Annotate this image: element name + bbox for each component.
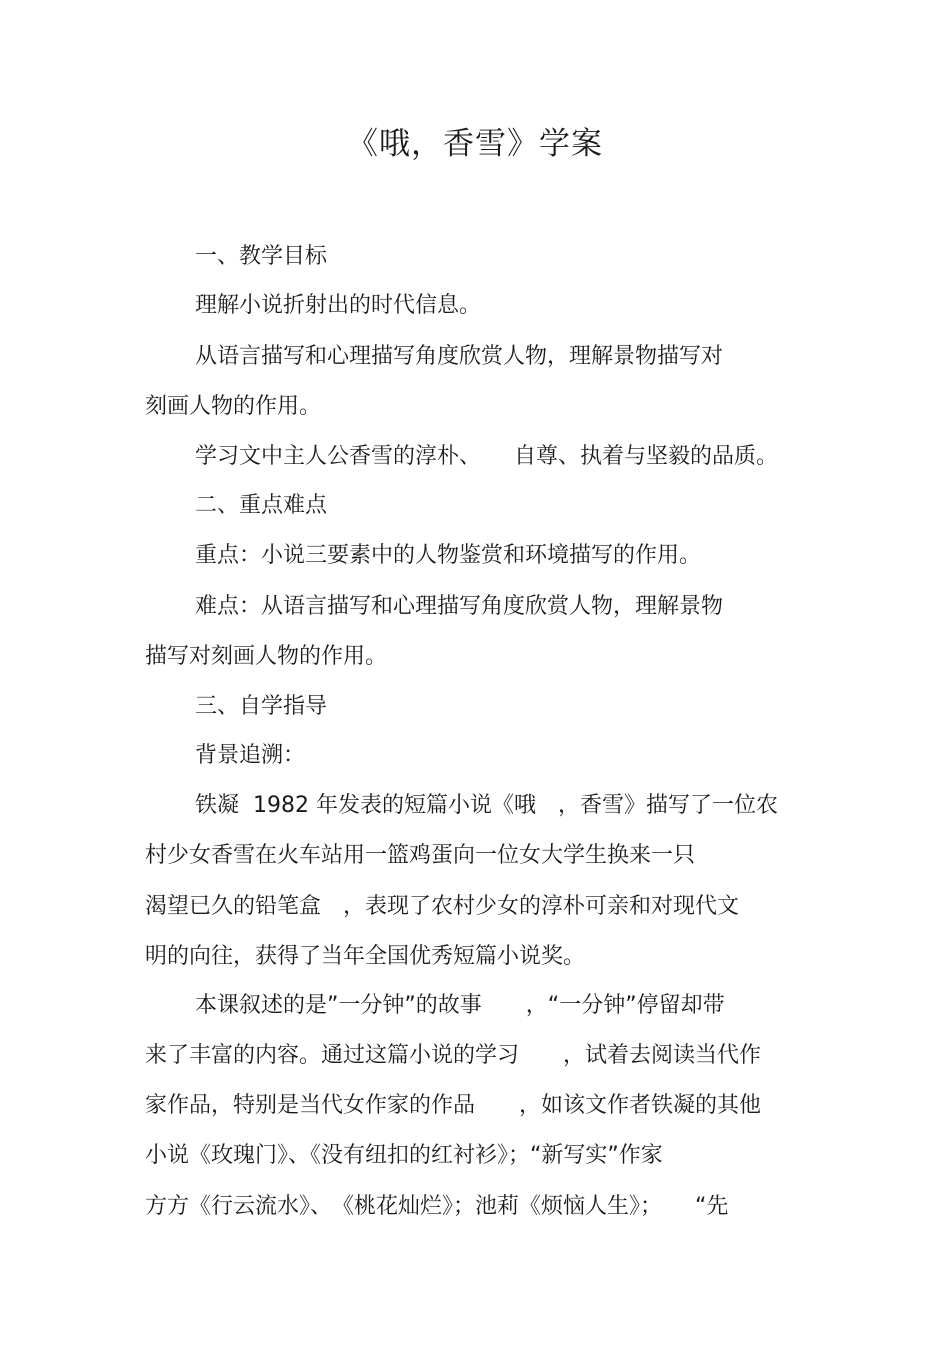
section-heading-self-study: 三、自学指导 [195,694,328,719]
paragraph-line: 来了丰富的内容。通过这篇小说的学习 ，试着去阅读当代作 [145,1043,762,1068]
paragraph-line: 描写对刻画人物的作用。 [145,644,388,669]
paragraph-line: 理解小说折射出的时代信息。 [195,293,482,318]
paragraph-line: 从语言描写和心理描写角度欣赏人物，理解景物描写对 [195,344,724,369]
paragraph-line: 背景追溯： [195,743,306,768]
paragraph-line: 方方《行云流水》、 《桃花灿烂》；池莉《烦恼人生》； “先 [145,1194,729,1219]
paragraph-line: 重点：小说三要素中的人物鉴赏和环境描写的作用。 [195,543,702,568]
paragraph-line: 村少女香雪在火车站用一篮鸡蛋向一位女大学生换来一只 [145,843,696,868]
paragraph-line: 明的向往，获得了当年全国优秀短篇小说奖。 [145,944,586,969]
paragraph-line: 小说《玫瑰门》、《没有纽扣的红衬衫》；“新写实”作家 [145,1143,663,1168]
paragraph-line: 难点：从语言描写和心理描写角度欣赏人物，理解景物 [195,594,724,619]
paragraph-line: 铁凝 1982 年发表的短篇小说《哦 ，香雪》描写了一位农 [195,793,778,818]
section-heading-key-points: 二、重点难点 [195,493,328,518]
paragraph-line: 刻画人物的作用。 [145,394,322,419]
paragraph-line: 本课叙述的是”一分钟”的故事 ，“一分钟”停留却带 [195,993,725,1018]
section-heading-objectives: 一、教学目标 [195,244,328,269]
paragraph-line: 学习文中主人公香雪的淳朴、 自尊、执着与坚毅的品质。 [195,444,779,469]
paragraph-line: 家作品，特别是当代女作家的作品 ，如该文作者铁凝的其他 [145,1093,762,1118]
document-title: 《哦，香雪》学案 [347,126,603,162]
paragraph-line: 渴望已久的铅笔盒 ，表现了农村少女的淳朴可亲和对现代文 [145,894,740,919]
